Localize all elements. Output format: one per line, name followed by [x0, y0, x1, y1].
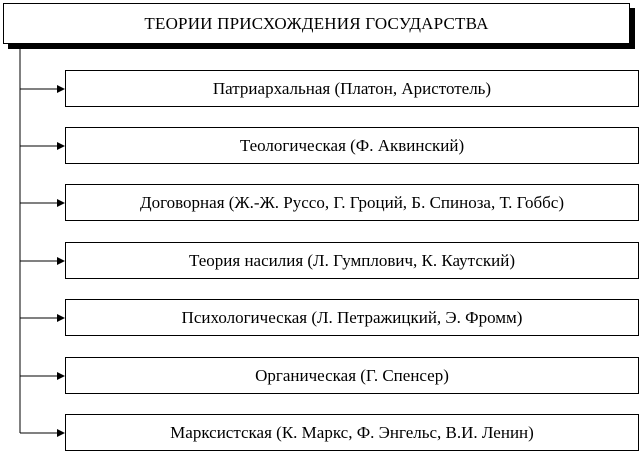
theory-box-contractual: [65, 184, 639, 221]
theory-label: Психологическая (Л. Петражицкий, Э. Фромм): [181, 307, 523, 327]
theory-box-marxist: [65, 414, 639, 451]
theory-label: Патриархальная (Платон, Аристотель): [212, 78, 492, 98]
theory-label: Теория насилия (Л. Гумплович, К. Каутский): [189, 250, 515, 270]
theory-label: Теологическая (Ф. Аквинский): [239, 135, 465, 155]
theory-box-psychological: [65, 299, 639, 336]
diagram-title-text: ТЕОРИИ ПРИСХОЖДЕНИЯ ГОСУДАРСТВА: [144, 13, 489, 33]
theory-label: Органическая (Г. Спенсер): [255, 365, 449, 385]
theory-label: Марксистская (К. Маркс, Ф. Энгельс, В.И. Ленин): [170, 422, 534, 442]
theory-box-theological: [65, 127, 639, 164]
theory-label: Договорная (Ж.-Ж. Руссо, Г. Гроций, Б. Спиноза, Т. Гоббс): [140, 192, 564, 212]
theory-box-organic: [65, 357, 639, 394]
diagram-title: [3, 3, 630, 44]
theory-box-patriarchal: [65, 70, 639, 107]
theory-box-violence: [65, 242, 639, 279]
